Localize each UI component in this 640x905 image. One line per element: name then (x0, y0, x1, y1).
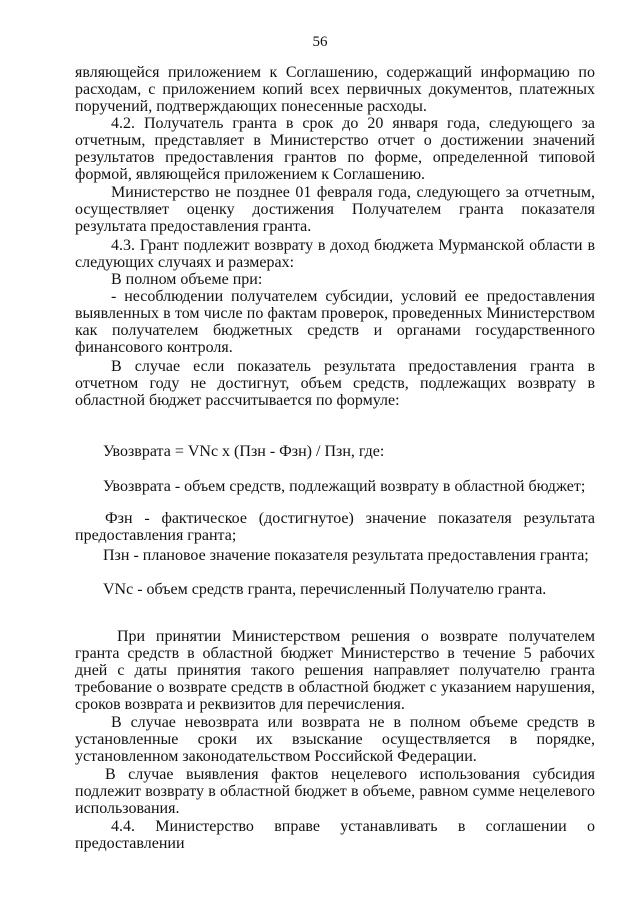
paragraph-4-3: 4.3. Грант подлежит возврату в доход бюджета Мурманской области в следующих случаях и размерах: (75, 237, 595, 271)
definition-fzn: Фзн - фактическое (достигнутое) значение показателя результата предоставления гранта; (75, 510, 595, 544)
paragraph-non-return: В случае невозврата или возврата не в полном объеме средств в установленные сроки их взыскание осуществляется в порядке, установленном законодательством Российской Федерации. (75, 714, 595, 765)
paragraph-formula-intro: В случае если показатель результата предоставления гранта в отчетном году не достигнут, объем средств, подлежащих возврату в областной бюджет рассчитывается по формуле: (75, 358, 595, 409)
paragraph-misuse: В случае выявления фактов нецелевого использования субсидия подлежит возврату в областной бюджет в объеме, равном сумме нецелевого использования. (75, 766, 595, 817)
paragraph-return-decision: При принятии Министерством решения о возврате получателем гранта средств в областной бюджет Министерство в течение 5 рабочих дней с даты принятия такого решения направляет получателю гранта требование о возврате средств в областной бюджет с указанием нарушения, сроков возврата и реквизитов для перечисления. (75, 628, 595, 713)
paragraph-noncompliance: - несоблюдении получателем субсидии, условий ее предоставления выявленных в том числе по фактам проверок, проведенных Министерством как получателем бюджетных средств и органами государственного финансового контроля. (75, 288, 595, 356)
paragraph-full-amount: В полном объеме при: (111, 271, 263, 288)
paragraph-4-2: 4.2. Получатель гранта в срок до 20 января года, следующего за отчетным, представляет в Министерство отчет о достижении значений результатов предоставления грантов по форме, определенной типовой формой, являющейся приложением к Соглашению. (75, 115, 595, 183)
paragraph-ministry-assessment: Министерство не позднее 01 февраля года, следующего за отчетным, осуществляет оценку достижения Получателем гранта показателя результата предоставления гранта. (75, 184, 595, 235)
paragraph-continuation: являющейся приложением к Соглашению, содержащий информацию по расходам, с приложением копий всех первичных документов, платежных поручений, подтверждающих понесенные расходы. (75, 64, 595, 115)
page-number: 56 (312, 34, 328, 50)
paragraph-4-4: 4.4. Министерство вправе устанавливать в соглашении о предоставлении (75, 818, 595, 852)
definition-vnc: VNс - объем средств гранта, перечисленный Получателю гранта. (103, 581, 547, 598)
formula: Увозврата = VNс х (Пзн - Фзн) / Пзн, где: (103, 443, 385, 460)
definition-pzn: Пзн - плановое значение показателя результата предоставления гранта; (103, 547, 589, 564)
definition-uvozvrata: Увозврата - объем средств, подлежащий возврату в областной бюджет; (103, 478, 586, 495)
